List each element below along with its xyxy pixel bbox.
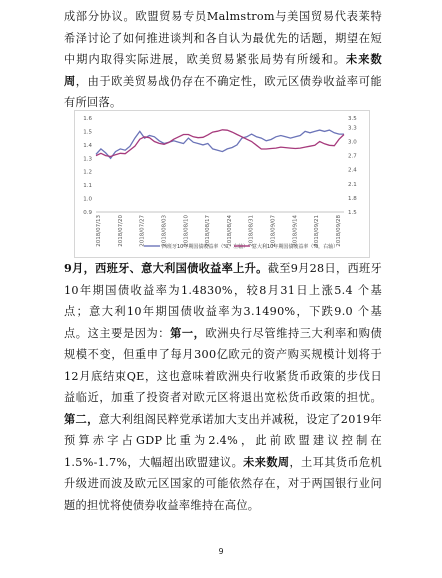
x-tick-label: 2018/08/17 bbox=[205, 215, 212, 247]
paragraph-spain-italy bbox=[64, 258, 382, 516]
bold-run: 未来数周 bbox=[243, 454, 290, 469]
text-run: ，土耳其货币危机升级进而波及欧元区国家的可能依然存在，对于两国银行业问题的担忧将使债券收益率维持在高位。 bbox=[64, 455, 383, 512]
y-right-tick-label: 1.8 bbox=[348, 195, 357, 202]
x-tick-label: 2018/07/13 bbox=[96, 215, 102, 247]
text-run: 截至9月28日，西班牙10年期国债收益率为1.4830%，较8月31日上涨5.4 个基点；意大利10年期国债收益率为3.1490%，下跌9.0 个基点。这主要是因为： bbox=[64, 262, 382, 340]
x-tick-label: 2018/08/31 bbox=[248, 215, 255, 247]
y-right-tick-label: 2.7 bbox=[348, 153, 357, 160]
bold-run: 9月，西班牙、意大利国债收益率上升。 bbox=[64, 261, 268, 275]
y-left-tick-label: 1.4 bbox=[83, 142, 92, 149]
y-left-tick-label: 1.2 bbox=[83, 169, 92, 176]
legend-label: 意大利10年期国债收益率（%，右轴） bbox=[252, 244, 339, 250]
y-left-tick-label: 1.6 bbox=[83, 116, 92, 122]
chart-svg bbox=[74, 110, 370, 258]
bold-run: 未来数周 bbox=[64, 52, 382, 88]
text-run: ，由于欧美贸易战仍存在不确定性，欧元区债券收益率可能有所回落。 bbox=[64, 74, 382, 109]
paragraph-euro-trade bbox=[64, 6, 382, 114]
text-run: 意大利组阁民粹党承诺加大支出并减税，设定了2019年预算赤字占GDP比重为2.4%，此前欧盟建议控制在1.5%-1.7%，大幅超出欧盟建议。 bbox=[64, 412, 382, 469]
text-run: 欧洲央行尽管维持三大利率和购债规模不变，但重申了每月300亿欧元的资产购买规模计划将于12月底结束QE，这也意味着欧洲央行收紧货币政策的步伐日益临近，加重了投资者对欧元区将退出宽松货币政策的担忧。 bbox=[64, 326, 382, 404]
x-tick-label: 2018/09/21 bbox=[314, 215, 321, 247]
x-tick-label: 2018/09/28 bbox=[336, 215, 342, 247]
bold-run: 第一， bbox=[170, 325, 206, 340]
y-right-tick-label: 3.3 bbox=[348, 125, 357, 132]
page-number: 9 bbox=[218, 547, 224, 556]
series-line bbox=[96, 130, 344, 158]
x-tick-label: 2018/07/27 bbox=[139, 215, 146, 247]
y-left-tick-label: 1.5 bbox=[83, 129, 92, 136]
text-run: 成部分协议。欧盟贸易专员Malmstrom与美国贸易代表莱特希泽讨论了如何推进谈判和各自认为最优先的话题，期望在短中期内取得实际进展，欧美贸易紧张局势有所缓和。 bbox=[64, 10, 382, 66]
y-right-tick-label: 2.4 bbox=[348, 167, 357, 174]
x-tick-label: 2018/08/10 bbox=[183, 215, 190, 247]
x-tick-label: 2018/08/24 bbox=[226, 215, 233, 247]
y-right-tick-label: 3.5 bbox=[348, 116, 357, 122]
x-tick-label: 2018/09/07 bbox=[270, 215, 277, 247]
y-left-tick-label: 1.3 bbox=[83, 156, 92, 163]
series-line bbox=[96, 130, 344, 157]
legend-label: 西班牙10年期国债收益率（%，左轴） bbox=[162, 244, 249, 250]
y-right-tick-label: 1.5 bbox=[348, 210, 357, 216]
bold-run: 第二， bbox=[64, 411, 99, 426]
x-tick-label: 2018/08/03 bbox=[161, 215, 168, 247]
bond-yield-chart bbox=[74, 110, 370, 258]
y-right-tick-label: 2.1 bbox=[348, 181, 357, 188]
y-left-tick-label: 1.0 bbox=[83, 196, 92, 203]
y-left-tick-label: 1.1 bbox=[83, 183, 92, 190]
x-tick-label: 2018/09/14 bbox=[292, 215, 299, 247]
y-left-tick-label: 0.9 bbox=[83, 210, 92, 216]
x-tick-label: 2018/07/20 bbox=[117, 215, 124, 247]
y-right-tick-label: 3.0 bbox=[348, 139, 357, 146]
